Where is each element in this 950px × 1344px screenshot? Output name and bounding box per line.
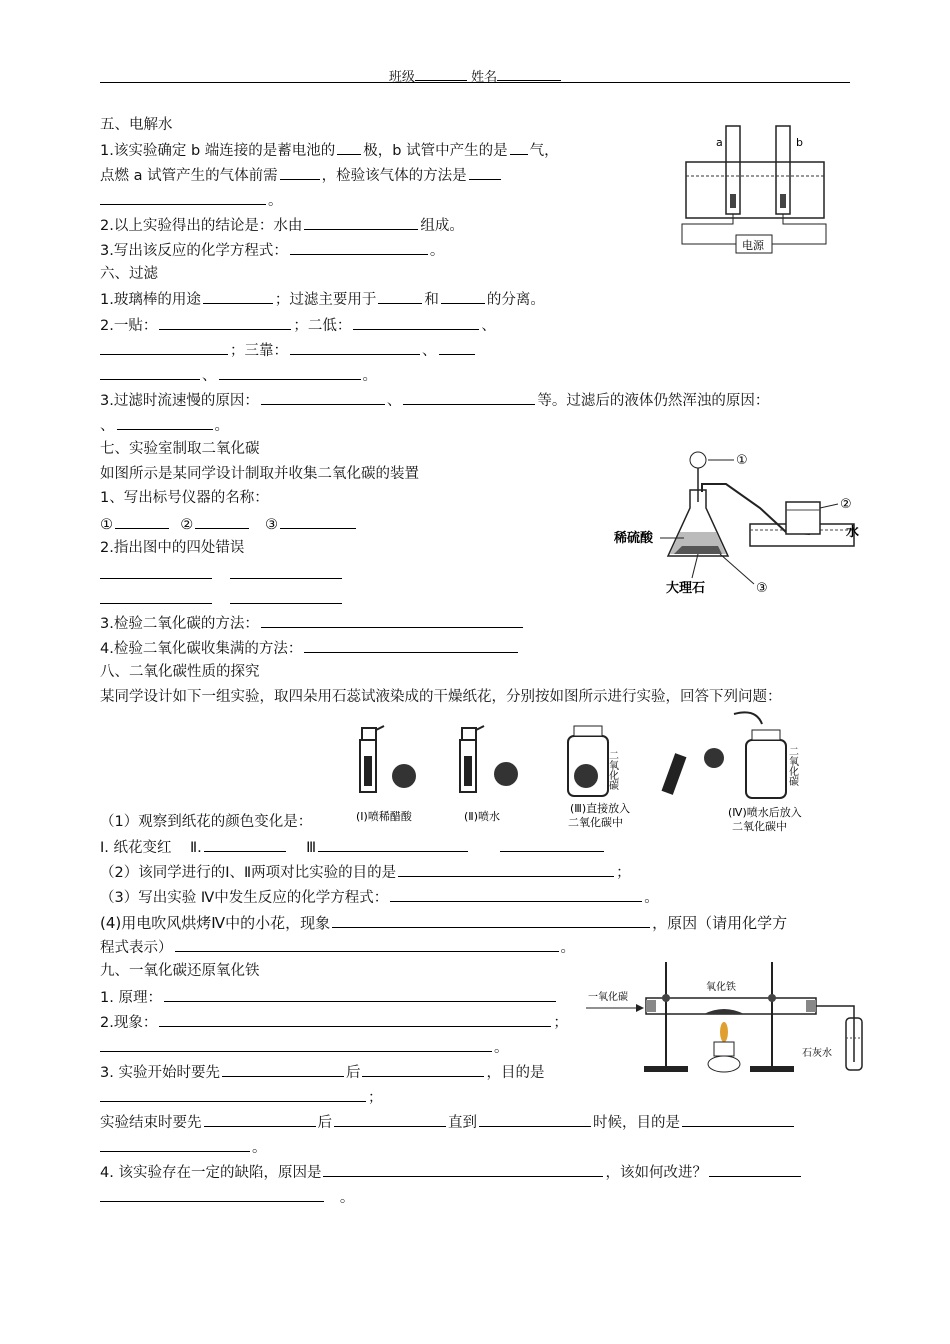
s8-q3: （3）写出实验 Ⅳ中发生反应的化学方程式： 。 [100, 886, 659, 908]
blank[interactable] [222, 1061, 344, 1077]
s9-q2-line2: 。 [100, 1036, 509, 1058]
blank[interactable] [261, 612, 523, 628]
s7-intro: 如图所示是某同学设计制取并收集二氧化碳的装置 [100, 466, 419, 482]
blank[interactable] [204, 836, 286, 852]
caption-3b: 二氧化碳中 [568, 816, 623, 829]
s9-q3-line4: 。 [100, 1136, 267, 1158]
s7-q2-blanks1 [100, 563, 344, 585]
blank[interactable] [280, 513, 356, 529]
s9-q4-line2: 。 [100, 1186, 354, 1208]
blank[interactable] [164, 986, 556, 1002]
blank[interactable] [337, 139, 361, 155]
s8-intro: 某同学设计如下一组实验，取四朵用石蕊试液染成的干燥纸花，分别按如图所示进行实验，回答下列问题： [100, 689, 782, 705]
s7-q1: 1、写出标号仪器的名称： [100, 490, 269, 506]
blank[interactable] [230, 563, 342, 579]
s9-q1: 1. 原理： [100, 986, 558, 1008]
s6-q2-line2: ；三靠： 、 [100, 339, 477, 361]
blank[interactable] [159, 1011, 551, 1027]
fig-water: 水 [846, 525, 860, 540]
blank[interactable] [290, 239, 428, 255]
fig-acid: 稀硫酸 [614, 531, 654, 546]
blank[interactable] [304, 637, 518, 653]
blank[interactable] [100, 364, 200, 380]
s6-q3: 3.过滤时流速慢的原因： 、 等。过滤后的液体仍然浑浊的原因： [100, 389, 769, 411]
s9-q2: 2.现象： ； [100, 1011, 568, 1033]
fig-n2: ② [840, 497, 852, 512]
s9-q3-line3: 实验结束时要先 后 直到 时候，目的是 [100, 1111, 796, 1133]
label-b: b [796, 136, 803, 149]
blank[interactable] [100, 563, 212, 579]
s6-title: 六、过滤 [100, 266, 158, 282]
name-label: 姓名 [471, 70, 498, 85]
fig-fe2o3: 氧化铁 [706, 982, 736, 993]
co-reduction-figure [584, 958, 874, 1078]
s5-q3: 3.写出该反应的化学方程式： 。 [100, 239, 444, 261]
s7-title: 七、实验室制取二氧化碳 [100, 441, 260, 457]
blank[interactable] [204, 1111, 316, 1127]
blank[interactable] [403, 389, 535, 405]
blank[interactable] [304, 214, 418, 230]
s6-q3-line2: 、 。 [100, 414, 229, 436]
blank[interactable] [117, 414, 213, 430]
blank[interactable] [100, 588, 212, 604]
fig-marble: 大理石 [666, 581, 706, 596]
blank[interactable] [290, 339, 420, 355]
caption-3a: (Ⅲ)直接放入 [570, 802, 631, 815]
s6-q2-line1: 2.一贴： ；二低： 、 [100, 314, 496, 336]
blank[interactable] [318, 836, 468, 852]
power-label: 电源 [742, 239, 764, 252]
caption-1: (Ⅰ)喷稀醋酸 [356, 810, 412, 823]
blank[interactable] [510, 139, 528, 155]
s5-title: 五、电解水 [100, 117, 173, 133]
blank[interactable] [159, 314, 291, 330]
s7-q1-blanks: ① ② ③ [100, 513, 358, 535]
name-field[interactable] [497, 67, 561, 81]
blank[interactable] [378, 288, 422, 304]
class-field[interactable] [415, 67, 467, 81]
s7-q3: 3.检验二氧化碳的方法： [100, 612, 525, 634]
blank[interactable] [203, 288, 273, 304]
blank[interactable] [398, 861, 614, 877]
s9-title: 九、一氧化碳还原氧化铁 [100, 963, 260, 979]
blank[interactable] [100, 1036, 492, 1052]
fig-n3: ③ [756, 581, 768, 596]
blank[interactable] [261, 389, 385, 405]
blank[interactable] [100, 339, 228, 355]
litmus-flower-figure [350, 710, 820, 836]
blank[interactable] [469, 164, 501, 180]
s5-q1-line1: 1.该实验确定 b 端连接的是蓄电池的 极，b 试管中产生的是 气， [100, 139, 559, 161]
s8-q1-answers: Ⅰ. 纸花变红 Ⅱ. Ⅲ [100, 836, 606, 858]
electrolysis-figure [680, 118, 830, 258]
blank[interactable] [682, 1111, 794, 1127]
s6-q2-line3: 、 。 [100, 364, 377, 386]
blank[interactable] [709, 1161, 801, 1177]
co2-label-4: 二氧化碳 [786, 746, 798, 786]
s7-q2: 2.指出图中的四处错误 [100, 540, 245, 556]
s8-q1: （1）观察到纸花的颜色变化是： [100, 814, 313, 830]
blank[interactable] [219, 364, 361, 380]
co2-apparatus-figure [610, 446, 872, 602]
fig-n1: ① [736, 453, 748, 468]
blank[interactable] [439, 339, 475, 355]
blank[interactable] [100, 189, 266, 205]
blank[interactable] [332, 912, 650, 928]
s7-q2-blanks2 [100, 588, 344, 610]
s8-title: 八、二氧化碳性质的探究 [100, 664, 260, 680]
s9-q3-line2: ； [100, 1086, 383, 1108]
s5-q2: 2.以上实验得出的结论是：水由 组成。 [100, 214, 464, 236]
class-label: 班级 [388, 70, 415, 85]
fig-co: 一氧化碳 [588, 992, 628, 1003]
blank[interactable] [441, 288, 485, 304]
blank[interactable] [195, 513, 249, 529]
blank[interactable] [479, 1111, 591, 1127]
blank[interactable] [175, 936, 559, 952]
blank[interactable] [323, 1161, 603, 1177]
s8-q4: (4)用电吹风烘烤Ⅳ中的小花，现象 ，原因（请用化学方 [100, 914, 788, 932]
header-rule [100, 82, 850, 83]
blank[interactable] [362, 1061, 484, 1077]
s7-q4: 4.检验二氧化碳收集满的方法： [100, 637, 520, 659]
s5-q1-line2: 点燃 a 试管产生的气体前需 ，检验该气体的方法是 [100, 164, 503, 186]
s6-q1: 1.玻璃棒的用途 ；过滤主要用于 和 的分离。 [100, 288, 545, 310]
s9-q4: 4. 该实验存在一定的缺陷，原因是 ，该如何改进？ [100, 1161, 803, 1183]
blank[interactable] [230, 588, 342, 604]
blank[interactable] [100, 1136, 250, 1152]
caption-4b: 二氧化碳中 [732, 820, 787, 833]
s8-q4-line2: 程式表示） 。 [100, 936, 575, 958]
s8-q2: （2）该同学进行的Ⅰ、Ⅱ两项对比实验的目的是 ； [100, 861, 631, 883]
s9-q3: 3. 实验开始时要先 后 ，目的是 [100, 1061, 544, 1083]
caption-2: (Ⅱ)喷水 [464, 810, 500, 823]
label-a: a [716, 136, 723, 149]
caption-4a: (Ⅳ)喷水后放入 [728, 806, 802, 819]
s5-q1-line3: 。 [100, 189, 283, 211]
blank[interactable] [280, 164, 320, 180]
blank[interactable] [500, 836, 604, 852]
fig-limewater: 石灰水 [802, 1048, 832, 1059]
blank[interactable] [115, 513, 169, 529]
blank[interactable] [353, 314, 479, 330]
blank[interactable] [100, 1186, 324, 1202]
blank[interactable] [100, 1086, 366, 1102]
co2-label-3: 二氧化碳 [606, 750, 618, 790]
blank[interactable] [390, 886, 642, 902]
blank[interactable] [334, 1111, 446, 1127]
